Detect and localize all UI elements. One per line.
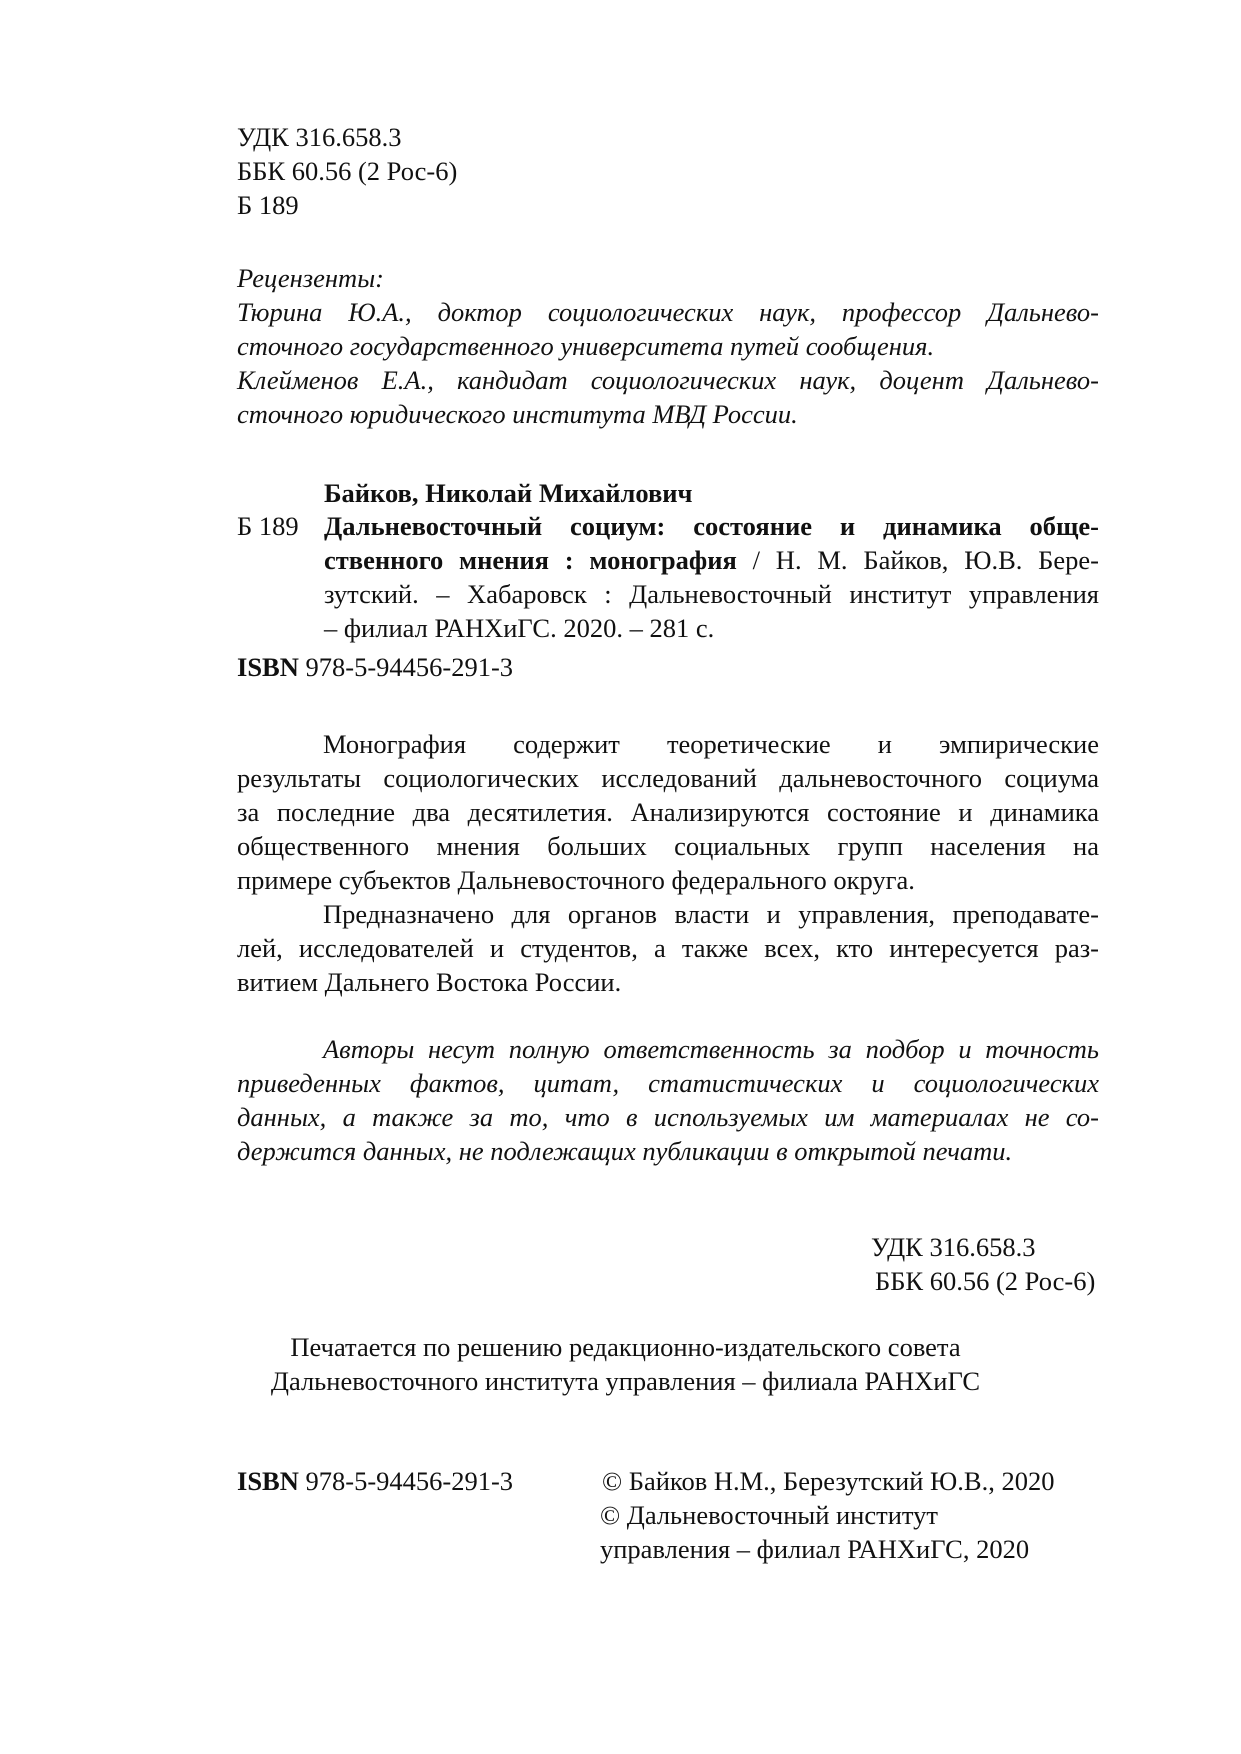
- reviewer-2-line-2: сточного юридического института МВД России.: [237, 399, 798, 429]
- reviewer-2-line-1: Клейменов Е.А., кандидат социологических наук, доцент Дальнево-: [237, 365, 1099, 395]
- annotation-p1-line-4: общественного мнения больших социальных групп населения на: [237, 831, 1099, 861]
- disclaimer-line-2: приведенных фактов, цитат, статистических и социологических: [237, 1068, 1099, 1098]
- bbk-code-bottom: ББК 60.56 (2 Рос-6): [875, 1266, 1096, 1296]
- decision-line-1: Печатается по решению редакционно-издательского совета: [290, 1332, 961, 1362]
- biblio-title-line-1: Дальневосточный социум: состояние и динамика обще-: [324, 511, 1099, 541]
- copyright-authors: © Байков Н.М., Березутский Ю.В., 2020: [602, 1466, 1055, 1496]
- reviewer-1-line-1: Тюрина Ю.А., доктор социологических наук, профессор Дальнево-: [237, 297, 1099, 327]
- reviewers-block: [237, 261, 1099, 431]
- disclaimer-line-4: держится данных, не подлежащих публикации в открытой печати.: [237, 1136, 1013, 1166]
- annotation: [237, 727, 1099, 999]
- biblio-line-4: – филиал РАНХиГС. 2020. – 281 с.: [324, 613, 715, 643]
- reviewers-heading: Рецензенты:: [237, 263, 384, 293]
- biblio-cutter: Б 189: [237, 511, 299, 541]
- udk-code: УДК 316.658.3: [237, 122, 402, 152]
- disclaimer-line-3: данных, а также за то, что в используемых им материалах не со-: [237, 1102, 1099, 1132]
- publication-decision: [0, 1330, 1241, 1398]
- isbn-label: ISBN: [237, 652, 299, 682]
- biblio-line-3: зутский. – Хабаровск : Дальневосточный институт управления: [324, 579, 1099, 609]
- reviewer-1-line-2: сточного государственного университета путей сообщения.: [237, 331, 935, 361]
- annotation-p1-line-1: Монография содержит теоретические и эмпирические: [323, 729, 1099, 759]
- bibliographic-record: [324, 509, 1099, 645]
- isbn-number-bottom: 978-5-94456-291-3: [298, 1466, 514, 1496]
- cutter-code: Б 189: [237, 190, 299, 220]
- isbn-bottom: [237, 1464, 513, 1498]
- copyright-institute-line-1: © Дальневосточный институт: [600, 1500, 938, 1530]
- annotation-p2-line-1: Предназначено для органов власти и управления, преподавате-: [323, 899, 1099, 929]
- copyright-block: [600, 1464, 1054, 1566]
- biblio-title-line-2: ственного мнения : монография: [324, 545, 737, 575]
- isbn-label-bottom: ISBN: [237, 1466, 299, 1496]
- disclaimer: [237, 1032, 1099, 1168]
- isbn-top: [237, 650, 513, 684]
- udk-code-bottom: УДК 316.658.3: [871, 1232, 1036, 1262]
- biblio-authors: / Н. М. Байков, Ю.В. Бере-: [736, 545, 1099, 575]
- classification-bottom: [871, 1230, 1095, 1298]
- annotation-p2-line-2: лей, исследователей и студентов, а также всех, кто интересуется раз-: [237, 933, 1099, 963]
- isbn-number: 978-5-94456-291-3: [298, 652, 514, 682]
- classification-block: [237, 120, 457, 222]
- decision-line-2: Дальневосточного института управления – филиала РАНХиГС: [270, 1366, 981, 1396]
- annotation-p1-line-5: примере субъектов Дальневосточного федерального округа.: [237, 865, 915, 895]
- bbk-code: ББК 60.56 (2 Рос-6): [237, 156, 458, 186]
- biblio-line-2: [324, 543, 1099, 577]
- annotation-p1-line-2: результаты социологических исследований дальневосточного социума: [237, 763, 1099, 793]
- annotation-p1-line-3: за последние два десятилетия. Анализируются состояние и динамика: [237, 797, 1099, 827]
- copyright-institute-line-2: управления – филиал РАНХиГС, 2020: [600, 1534, 1030, 1564]
- disclaimer-line-1: Авторы несут полную ответственность за подбор и точность: [323, 1034, 1099, 1064]
- author-heading: Байков, Николай Михайлович: [324, 478, 693, 508]
- annotation-p2-line-3: витием Дальнего Востока России.: [237, 967, 622, 997]
